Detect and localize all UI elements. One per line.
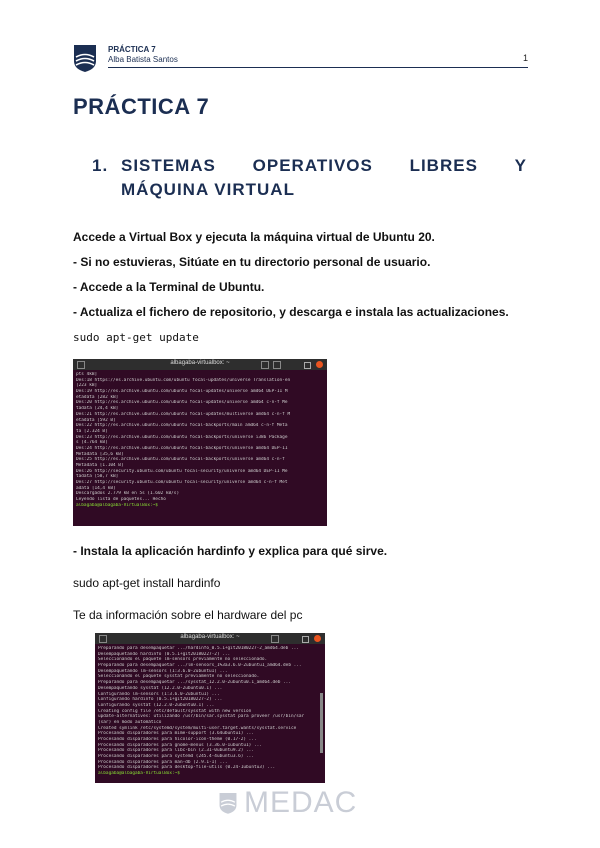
section-number: 1. bbox=[92, 156, 109, 175]
terminal-screenshot-update bbox=[73, 359, 327, 526]
terminal-line: Desempaquetando hardinfo (0.5.1+git20180227-2) ... bbox=[98, 651, 231, 657]
terminal-line: etadata [282 kB] bbox=[76, 394, 119, 400]
minimize-icon bbox=[302, 636, 309, 643]
terminal-line: Created symlink /etc/systemd/system/multi-user.target.wants/sysstat.service bbox=[98, 725, 297, 731]
section-title-line2: MÁQUINA VIRTUAL bbox=[121, 180, 295, 199]
terminal-titlebar bbox=[73, 359, 327, 370]
terminal-line: Leyendo lista de paquetes... Hecho bbox=[76, 497, 166, 503]
terminal-prompt: albagaba@albagaba-VirtualBox:~$ bbox=[76, 502, 158, 508]
explanation-text: Te da información sobre el hardware del pc bbox=[73, 608, 303, 622]
command-update: sudo apt-get update bbox=[73, 331, 199, 344]
instruction-2: - Si no estuvieras, Sitúate en tu directorio personal de usuario. bbox=[73, 255, 431, 269]
terminal-line: Procesando disparadores para desktop-file-utils (0.24-1ubuntu3) ... bbox=[98, 765, 276, 771]
instruction-1: Accede a Virtual Box y ejecuta la máquina virtual de Ubuntu 20. bbox=[73, 230, 435, 244]
terminal-line: [223 kB] bbox=[76, 383, 98, 389]
terminal-line: Configurando hardinfo (0.5.1+git20180227-2) ... bbox=[98, 697, 223, 703]
terminal-line: Des:19 http://es.archive.ubuntu.com/ubuntu focal-updates/universe amd64 DEP-11 M bbox=[76, 389, 288, 395]
minimize-icon bbox=[304, 362, 311, 369]
terminal-line: Desempaquetando sysstat (12.2.0-2ubuntu0.1) ... bbox=[98, 685, 223, 691]
instruction-3: - Accede a la Terminal de Ubuntu. bbox=[73, 280, 265, 294]
terminal-output bbox=[95, 644, 325, 779]
terminal-line: Procesando disparadores para systemd (245.4-4ubuntu3.6) ... bbox=[98, 754, 254, 760]
footer-brand: MEDAC bbox=[244, 786, 358, 819]
terminal-line: Seleccionando el paquete lm-sensors previamente no seleccionado. bbox=[98, 657, 268, 663]
terminal-line: update-alternatives: utilizando /usr/bin/sar.sysstat para proveer /usr/bin/sar bbox=[98, 714, 305, 720]
terminal-line: Des:20 http://es.archive.ubuntu.com/ubuntu focal-updates/universe amd64 c-n-f Me bbox=[76, 400, 288, 406]
page-number: 1 bbox=[522, 53, 528, 63]
terminal-line: (sar) en modo automático bbox=[98, 719, 162, 725]
close-icon bbox=[314, 635, 321, 642]
search-icon bbox=[271, 635, 279, 643]
section-title-line1 bbox=[121, 156, 527, 176]
terminal-line: Des:26 http://security.ubuntu.com/ubuntu focal-security/universe amd64 DEP-11 Me bbox=[76, 468, 288, 474]
terminal-title: albagaba-virtualbox: ~ bbox=[170, 360, 230, 366]
terminal-line: Metadata [1.104 B] bbox=[76, 463, 124, 468]
terminal-title: albagaba-virtualbox: ~ bbox=[180, 634, 240, 640]
terminal-line: Des:27 http://security.ubuntu.com/ubuntu focal-security/universe amd64 c-n-f Met bbox=[76, 480, 288, 486]
terminal-line: tadata [58,7 kB] bbox=[76, 474, 119, 480]
terminal-line: ta [2.324 B] bbox=[76, 428, 108, 434]
terminal-output bbox=[73, 370, 327, 511]
terminal-line: Des:24 http://es.archive.ubuntu.com/ubuntu focal-backports/universe amd64 DEP-11 bbox=[76, 445, 288, 451]
terminal-line: Preparando para desempaquetar .../hardinfo_0.5.1+git20180227-2_amd64.deb ... bbox=[98, 646, 299, 651]
terminal-line: adata [14,4 kB] bbox=[76, 485, 116, 491]
terminal-line: Des:18 https://es.archive.ubuntu.com/ubuntu focal-updates/universe Translation-en bbox=[76, 377, 291, 383]
terminal-line: s [4.764 kB] bbox=[76, 440, 108, 446]
terminal-line: Des:25 http://es.archive.ubuntu.com/ubuntu focal-backports/universe amd64 c-n-f bbox=[76, 457, 285, 463]
task-hardinfo: - Instala la aplicación hardinfo y explica para qué sirve. bbox=[73, 544, 388, 558]
terminal-line: Des:23 http://es.archive.ubuntu.com/ubuntu focal-backports/universe i386 Package bbox=[76, 434, 288, 440]
terminal-titlebar bbox=[95, 633, 325, 644]
terminal-line: Procesando disparadores para man-db (2.9.1-1) ... bbox=[98, 759, 228, 765]
terminal-line: Configurando lm-sensors (1:3.6.0-2ubuntu1) ... bbox=[98, 691, 220, 697]
terminal-line: pts 4kB] bbox=[76, 372, 98, 377]
terminal-line: tadata [24,4 kB] bbox=[76, 406, 119, 412]
section-word: OPERATIVOS bbox=[252, 156, 373, 175]
header-author: Alba Batista Santos bbox=[108, 55, 178, 64]
medac-shield-logo bbox=[72, 43, 98, 73]
terminal-line: Procesando disparadores para mime-support (3.64ubuntu1) ... bbox=[98, 731, 254, 737]
terminal-prompt: albagaba@albagaba-VirtualBox:~$ bbox=[98, 771, 180, 777]
terminal-line: Descargados 2.779 kB en 5s (1.602 kB/s) bbox=[76, 491, 180, 497]
terminal-line: Creating config file /etc/default/sysstat with new version bbox=[98, 708, 252, 714]
search-icon bbox=[261, 361, 269, 369]
terminal-line: Seleccionando el paquete sysstat previamente no seleccionado. bbox=[98, 674, 260, 680]
terminal-line: Configurando sysstat (12.2.0-2ubuntu0.1) ... bbox=[98, 702, 215, 708]
medac-shield-watermark-icon bbox=[218, 790, 238, 816]
terminal-screenshot-install bbox=[95, 633, 325, 783]
section-word: SISTEMAS bbox=[121, 156, 216, 175]
terminal-line: Procesando disparadores para libc-bin (2.31-0ubuntu9.2) ... bbox=[98, 748, 254, 754]
header-divider bbox=[108, 67, 528, 68]
terminal-line: Des:21 http://es.archive.ubuntu.com/ubuntu focal-updates/multiverse amd64 c-n-f M bbox=[76, 411, 291, 417]
terminal-line: Metadata [35,6 kB] bbox=[76, 451, 124, 457]
close-icon bbox=[316, 361, 323, 368]
header-title: PRÁCTICA 7 bbox=[108, 45, 156, 54]
terminal-line: Procesando disparadores para gnome-menus (3.36.0-1ubuntu1) ... bbox=[98, 742, 262, 748]
instruction-4: - Actualiza el fichero de repositorio, y descarga e instala las actualizaciones. bbox=[73, 305, 509, 319]
terminal-line: Preparando para desempaquetar .../lm-sensors_1%3a3.6.0-2ubuntu1_amd64.deb ... bbox=[98, 663, 302, 669]
document-title: PRÁCTICA 7 bbox=[73, 94, 210, 119]
terminal-line: etadata [592 B] bbox=[76, 417, 116, 423]
terminal-line: Procesando disparadores para hicolor-icon-theme (0.17-2) ... bbox=[98, 737, 257, 742]
section-word: LIBRES bbox=[409, 156, 478, 175]
page-header bbox=[72, 43, 528, 73]
menu-icon bbox=[273, 361, 281, 369]
terminal-line: Des:22 http://es.archive.ubuntu.com/ubuntu focal-backports/main amd64 c-n-f Meta bbox=[76, 423, 288, 429]
terminal-line: Preparando para desempaquetar .../sysstat_12.2.0-2ubuntu0.1_amd64.deb ... bbox=[98, 680, 291, 686]
terminal-line: Desempaquetando lm-sensors (1:3.6.0-2ubuntu1) ... bbox=[98, 668, 228, 674]
command-install: sudo apt-get install hardinfo bbox=[73, 576, 221, 590]
section-word: Y bbox=[514, 156, 527, 175]
terminal-scrollbar bbox=[320, 693, 323, 753]
